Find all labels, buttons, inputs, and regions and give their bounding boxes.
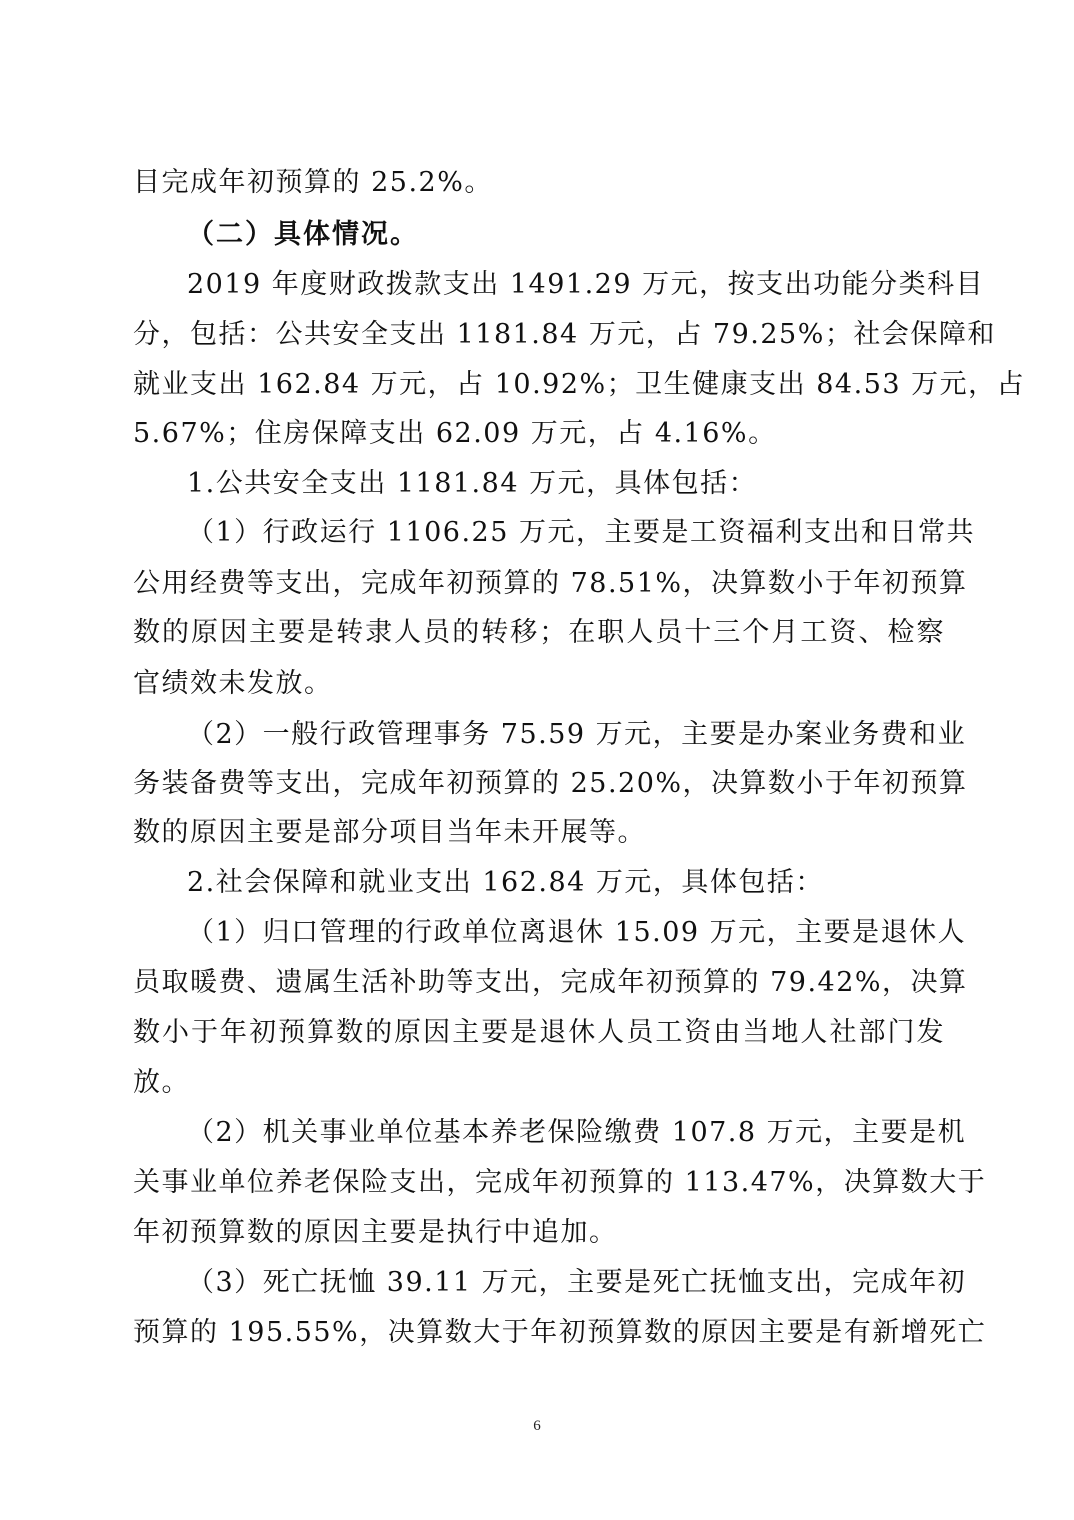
text-line: （1）归口管理的行政单位离退休 15.09 万元，主要是退休人 [187, 917, 967, 948]
subsection-heading: 2.社会保障和就业支出 162.84 万元，具体包括： [187, 867, 824, 898]
text-line: 预算的 195.55%，决算数大于年初预算数的原因主要是有新增死亡 [133, 1317, 987, 1348]
text-line: （1）行政运行 1106.25 万元，主要是工资福利支出和日常共 [187, 517, 975, 548]
section-heading: （二）具体情况。 [187, 219, 419, 250]
text-line: 5.67%；住房保障支出 62.09 万元，占 4.16%。 [133, 418, 777, 449]
text-line: 官绩效未发放。 [133, 668, 333, 699]
text-line: 务装备费等支出，完成年初预算的 25.20%，决算数小于年初预算 [133, 768, 968, 799]
subsection-heading: 1.公共安全支出 1181.84 万元，具体包括： [187, 468, 758, 499]
text-line: 公用经费等支出，完成年初预算的 78.51%，决算数小于年初预算 [133, 568, 968, 599]
text-line: （3）死亡抚恤 39.11 万元，主要是死亡抚恤支出，完成年初 [187, 1267, 967, 1298]
text-line: 数小于年初预算数的原因主要是退休人员工资由当地人社部门发 [133, 1017, 945, 1048]
page-number: 6 [533, 1418, 541, 1434]
text-line: （2）机关事业单位基本养老保险缴费 107.8 万元，主要是机 [187, 1117, 967, 1148]
text-line: 分，包括：公共安全支出 1181.84 万元，占 79.25%；社会保障和 [133, 319, 996, 350]
text-line: 员取暖费、遗属生活补助等支出，完成年初预算的 79.42%，决算 [133, 967, 968, 998]
text-line: 放。 [133, 1067, 190, 1098]
text-line: 目完成年初预算的 25.2%。 [133, 167, 493, 198]
text-line: 数的原因主要是部分项目当年未开展等。 [133, 817, 646, 848]
text-line: 就业支出 162.84 万元，占 10.92%；卫生健康支出 84.53 万元，占 [133, 369, 1026, 400]
text-line: （2）一般行政管理事务 75.59 万元，主要是办案业务费和业 [187, 719, 967, 750]
text-line: 数的原因主要是转隶人员的转移；在职人员十三个月工资、检察 [133, 617, 945, 648]
text-line: 关事业单位养老保险支出，完成年初预算的 113.47%，决算数大于 [133, 1167, 987, 1198]
text-line: 年初预算数的原因主要是执行中追加。 [133, 1217, 618, 1248]
text-line: 2019 年度财政拨款支出 1491.29 万元，按支出功能分类科目 [187, 269, 985, 300]
